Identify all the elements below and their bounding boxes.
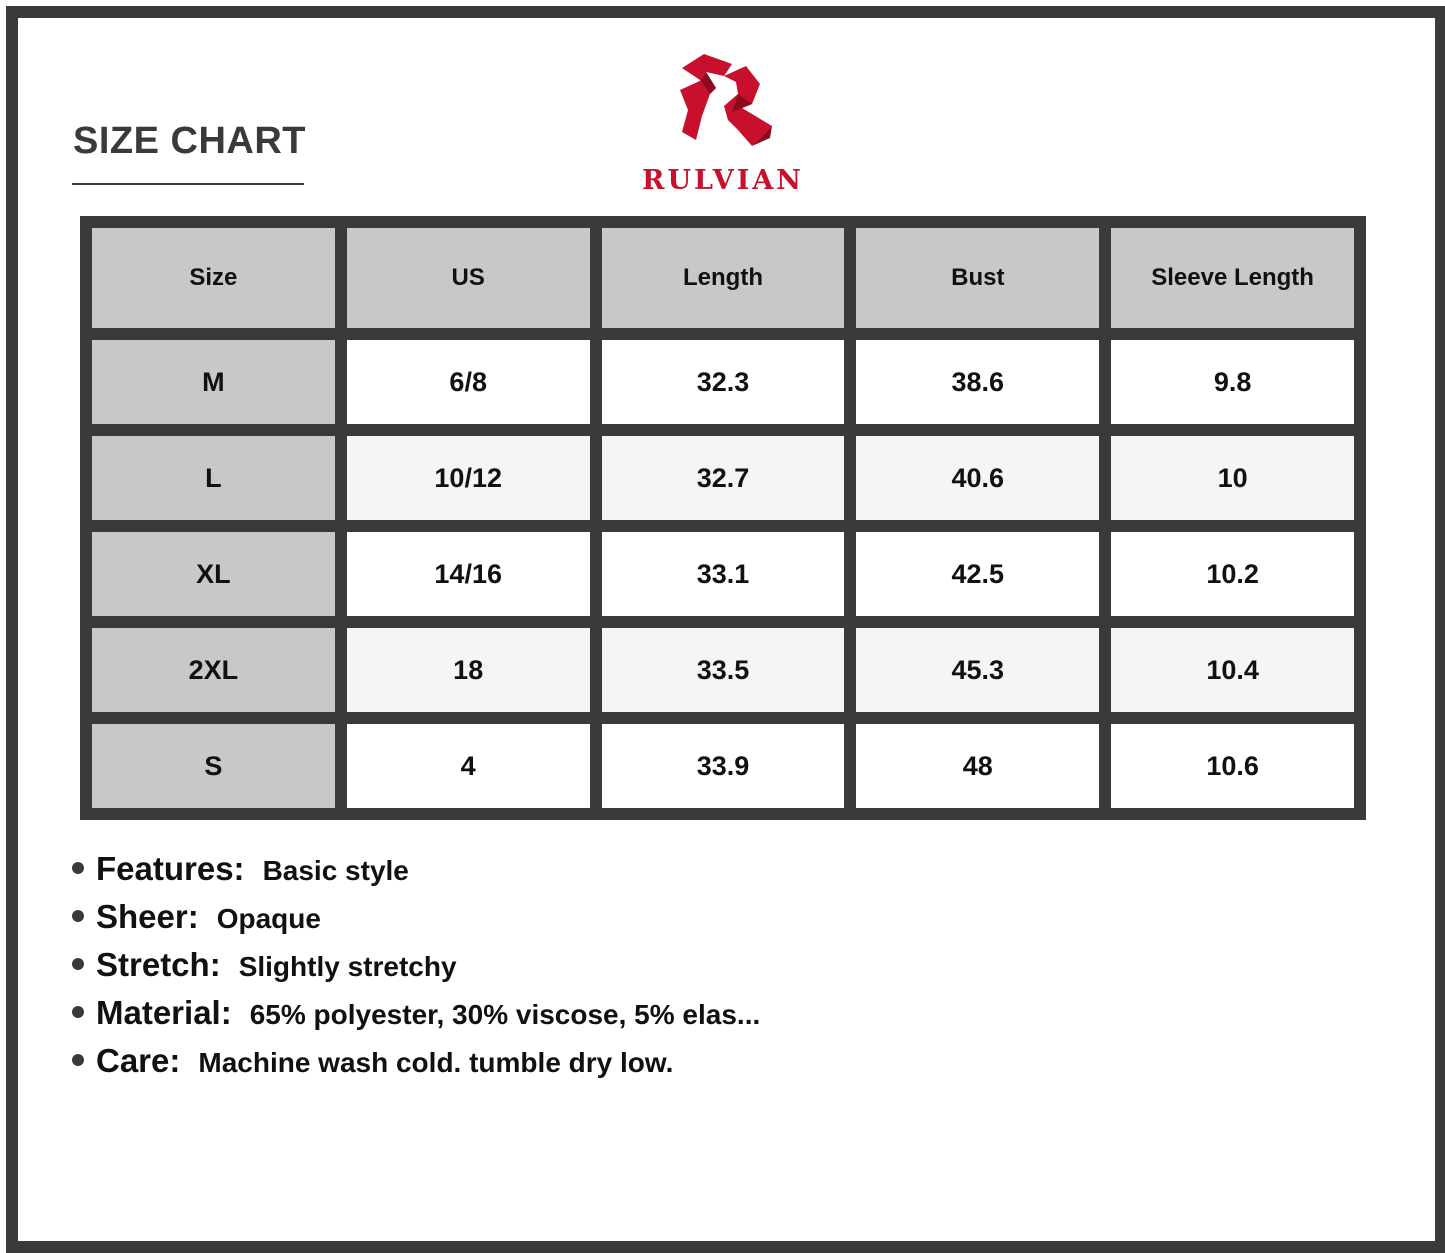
size-table — [80, 216, 1366, 820]
size-cell: L — [92, 436, 335, 520]
table-cell: 32.3 — [602, 340, 845, 424]
feature-label: Features: — [96, 850, 245, 887]
feature-value: 65% polyester, 30% viscose, 5% elas... — [249, 999, 761, 1030]
bullet-icon — [72, 1054, 84, 1066]
table-header-row — [92, 228, 1354, 328]
table-row — [92, 724, 1354, 808]
table-cell: 32.7 — [602, 436, 845, 520]
feature-label: Care: — [96, 1042, 181, 1079]
feature-label: Material: — [96, 994, 232, 1031]
bullet-icon — [72, 958, 84, 970]
title-underline — [72, 183, 304, 185]
brand-name: RULVIAN — [642, 165, 804, 196]
table-cell: 10.4 — [1111, 628, 1354, 712]
page-title: SIZE CHART — [73, 120, 306, 162]
feature-value: Slightly stretchy — [238, 951, 457, 982]
table-cell: 48 — [856, 724, 1099, 808]
r-logo-icon — [620, 50, 826, 165]
feature-label: Sheer: — [96, 898, 199, 935]
table-row — [92, 436, 1354, 520]
feature-value: Basic style — [262, 855, 409, 886]
bullet-icon — [72, 862, 84, 874]
column-header: Size — [92, 228, 335, 328]
feature-item — [72, 1042, 760, 1090]
feature-item — [72, 994, 760, 1042]
column-header: Bust — [856, 228, 1099, 328]
column-header: Length — [602, 228, 845, 328]
brand-logo — [620, 50, 826, 200]
table-cell: 42.5 — [856, 532, 1099, 616]
table-cell: 45.3 — [856, 628, 1099, 712]
table-cell: 33.5 — [602, 628, 845, 712]
table-cell: 10.6 — [1111, 724, 1354, 808]
table-cell: 10.2 — [1111, 532, 1354, 616]
table-cell: 18 — [347, 628, 590, 712]
feature-value: Machine wash cold. tumble dry low. — [198, 1047, 674, 1078]
table-cell: 9.8 — [1111, 340, 1354, 424]
feature-item — [72, 898, 760, 946]
feature-item — [72, 850, 760, 898]
bullet-icon — [72, 1006, 84, 1018]
table-row — [92, 340, 1354, 424]
column-header: Sleeve Length — [1111, 228, 1354, 328]
column-header: US — [347, 228, 590, 328]
table-cell: 33.9 — [602, 724, 845, 808]
size-cell: XL — [92, 532, 335, 616]
table-cell: 4 — [347, 724, 590, 808]
table-row — [92, 628, 1354, 712]
bullet-icon — [72, 910, 84, 922]
size-cell: 2XL — [92, 628, 335, 712]
feature-label: Stretch: — [96, 946, 221, 983]
size-cell: M — [92, 340, 335, 424]
table-cell: 38.6 — [856, 340, 1099, 424]
table-cell: 33.1 — [602, 532, 845, 616]
table-cell: 10/12 — [347, 436, 590, 520]
feature-item — [72, 946, 760, 994]
feature-value: Opaque — [216, 903, 321, 934]
table-cell: 40.6 — [856, 436, 1099, 520]
feature-list — [72, 850, 760, 1090]
table-cell: 10 — [1111, 436, 1354, 520]
table-row — [92, 532, 1354, 616]
size-cell: S — [92, 724, 335, 808]
table-cell: 14/16 — [347, 532, 590, 616]
table-cell: 6/8 — [347, 340, 590, 424]
